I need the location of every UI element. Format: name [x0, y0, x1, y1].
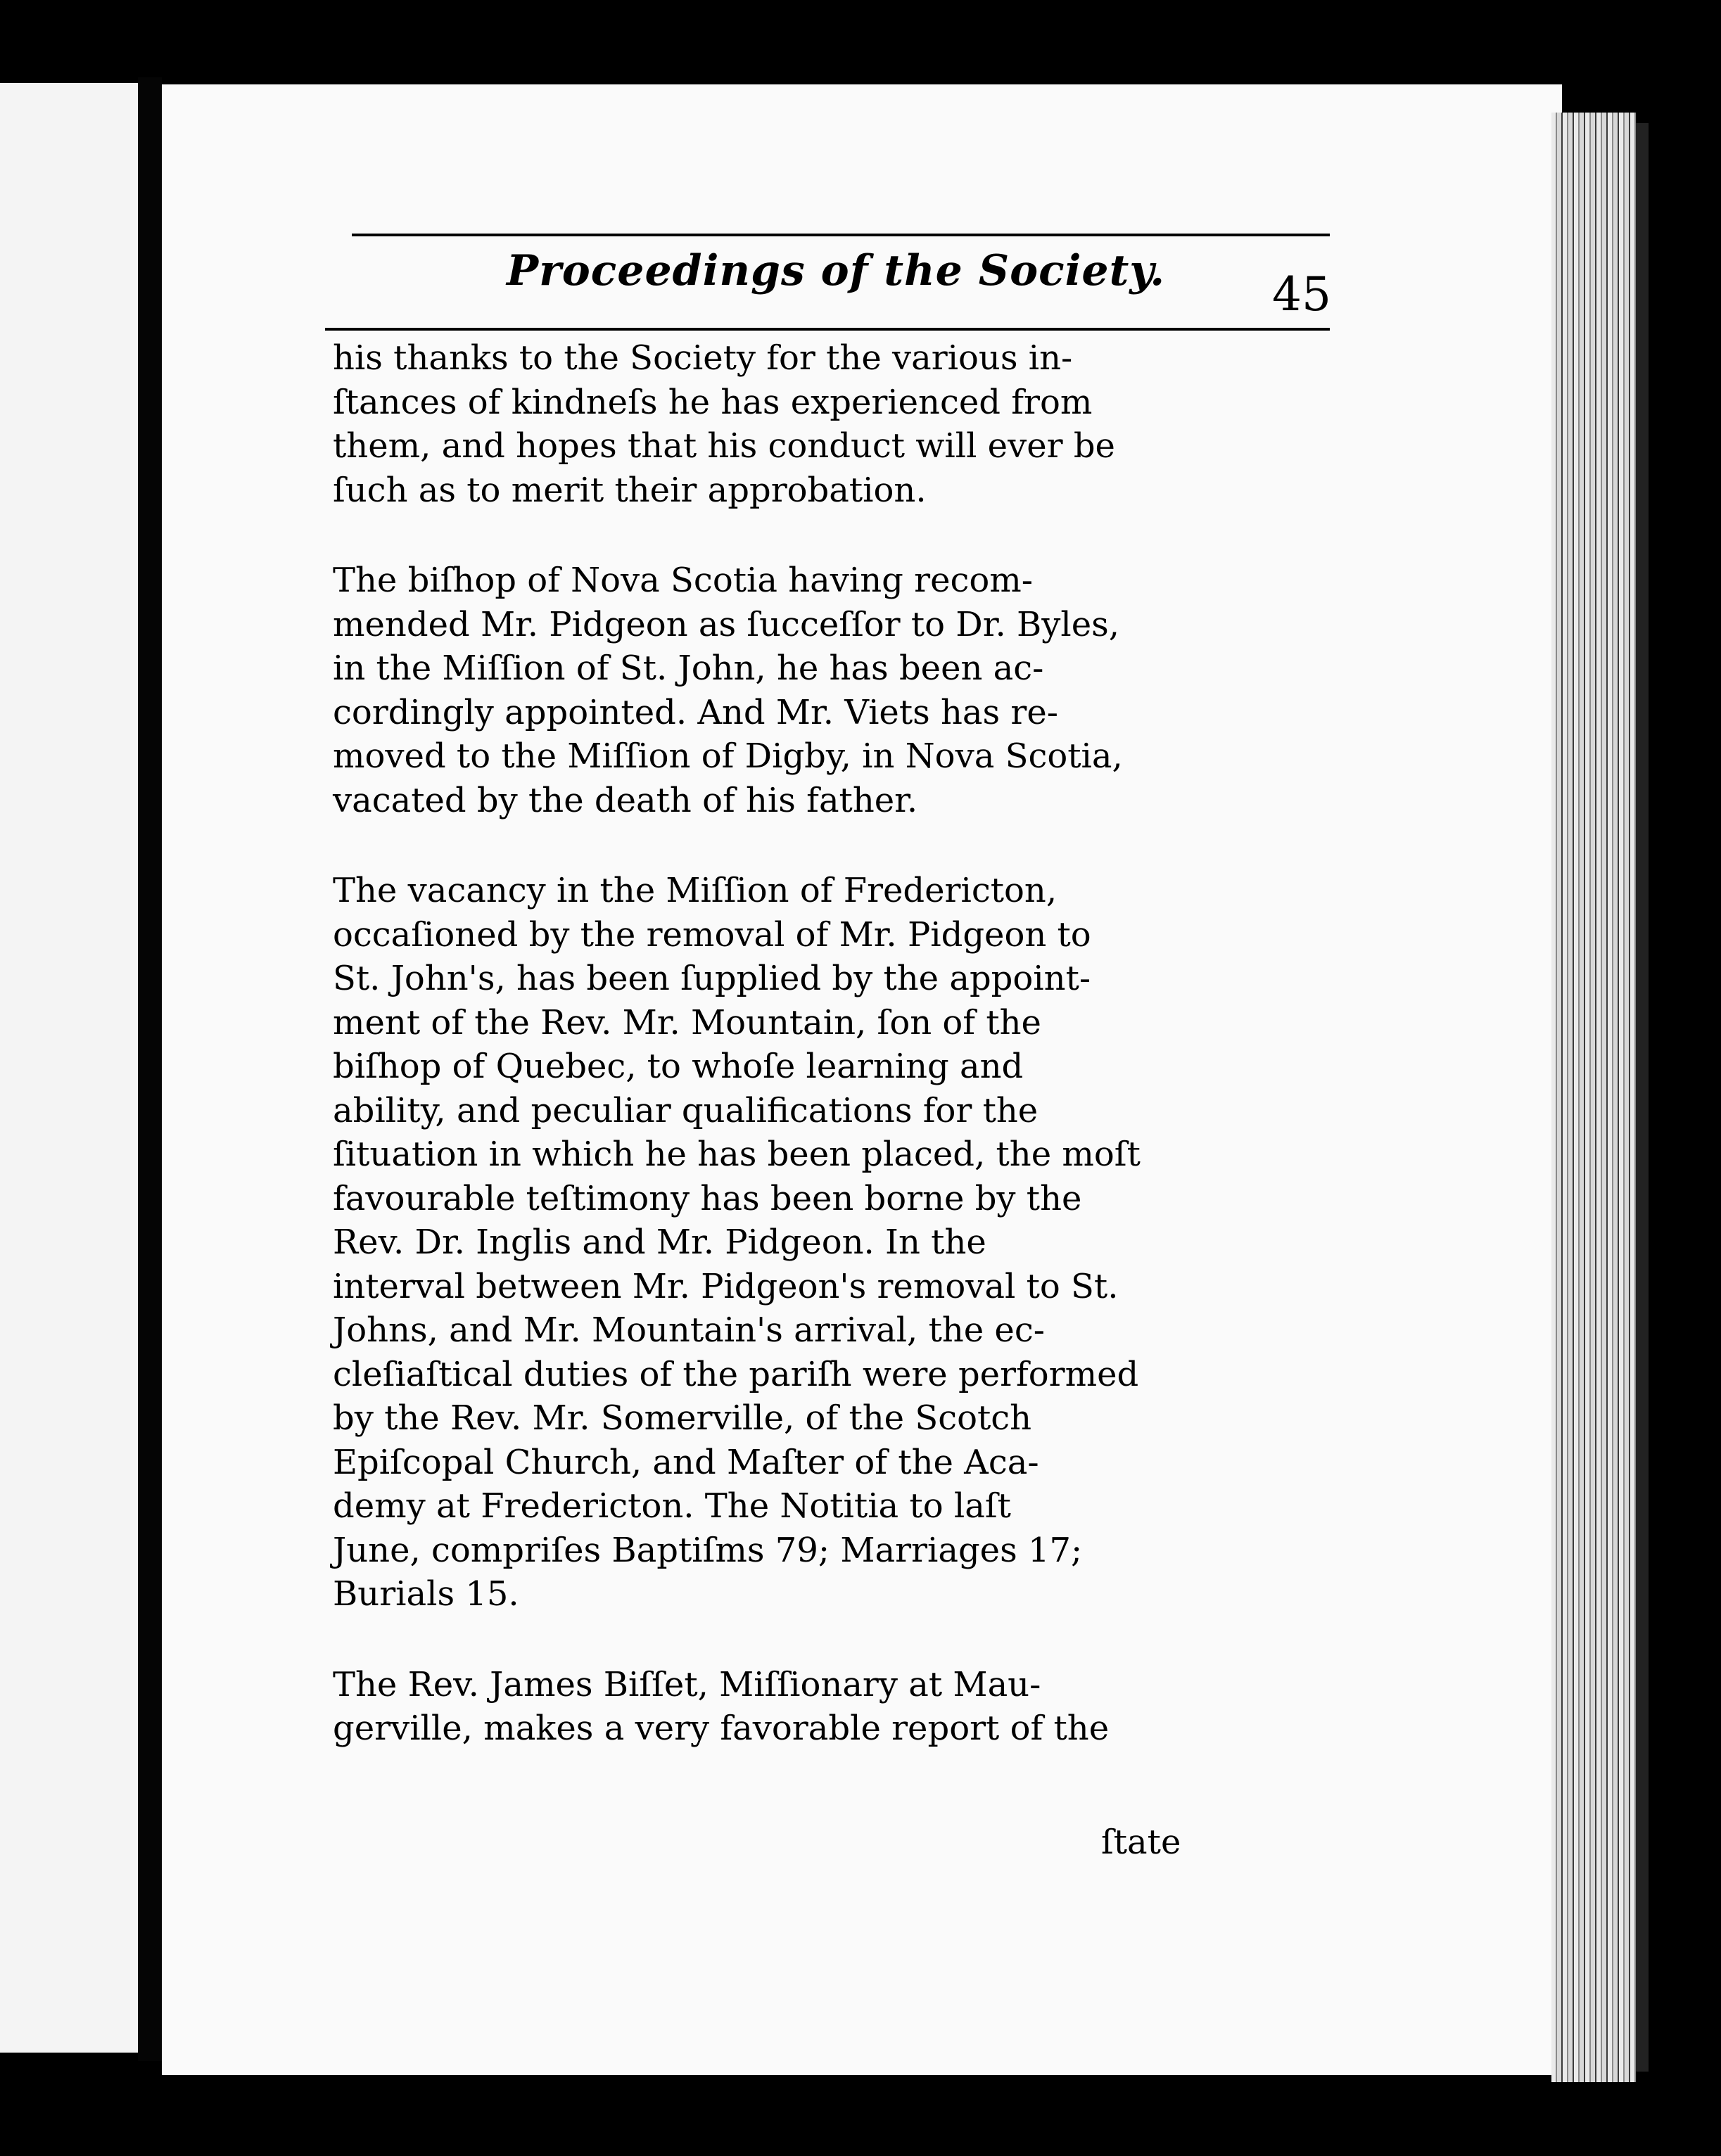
header-rule-bottom — [325, 328, 1330, 331]
book-gutter — [138, 77, 162, 2061]
page-edges — [1551, 113, 1636, 2082]
facing-page-edge — [0, 83, 138, 2053]
paragraph-fredericton: The vacancy in the Miſſion of Fredericton, occaſioned by the removal of Mr. Pidgeon to St. John's, has been ſupplied by the appoint- ment of the Rev. Mr. Mountain, ſon of the biſhop of Quebec, to whoſe learning and ability, and peculiar qualifications for the ſituation in which he has been placed, the moſt favourable teſtimony has been borne by the Rev. Dr. Inglis and Mr. Pidgeon. In the interval between Mr. Pidgeon's removal to St. Johns, and Mr. Mountain's arrival, the ec- cleſiaſtical duties of the pariſh were performed by the Rev. Mr. Somerville, of the Scotch Epiſcopal Church, and Maſter of the Aca- demy at Fredericton. The Notitia to laſt June, compriſes Baptiſms 79; Marriages 17; Burials 15. — [333, 871, 1141, 1614]
page-body — [333, 336, 1202, 1751]
catchword: ſtate — [1101, 1823, 1181, 1862]
running-head: Proceedings of the Society. — [507, 246, 1166, 295]
page-number: 45 — [1272, 267, 1331, 321]
paragraph-nova-scotia: The biſhop of Nova Scotia having recom- mended Mr. Pidgeon as ſucceſſor to Dr. Byles, in the Miſſion of St. John, he has been ac- cordingly appointed. And Mr. Viets has re- moved to the Miſſion of Digby, in Nova Scotia, vacated by the death of his father. — [333, 561, 1123, 820]
header-rule-top — [352, 234, 1330, 236]
paragraph-bisset: The Rev. James Biſſet, Miſſionary at Mau- gerville, makes a very favorable report of the — [333, 1664, 1110, 1748]
paragraph-thanks: his thanks to the Society for the various in- ſtances of kindneſs he has experienced from them, and hopes that his conduct will ever be ſuch as to merit their approbation. — [333, 338, 1115, 510]
cover-edge — [1636, 123, 1649, 2072]
